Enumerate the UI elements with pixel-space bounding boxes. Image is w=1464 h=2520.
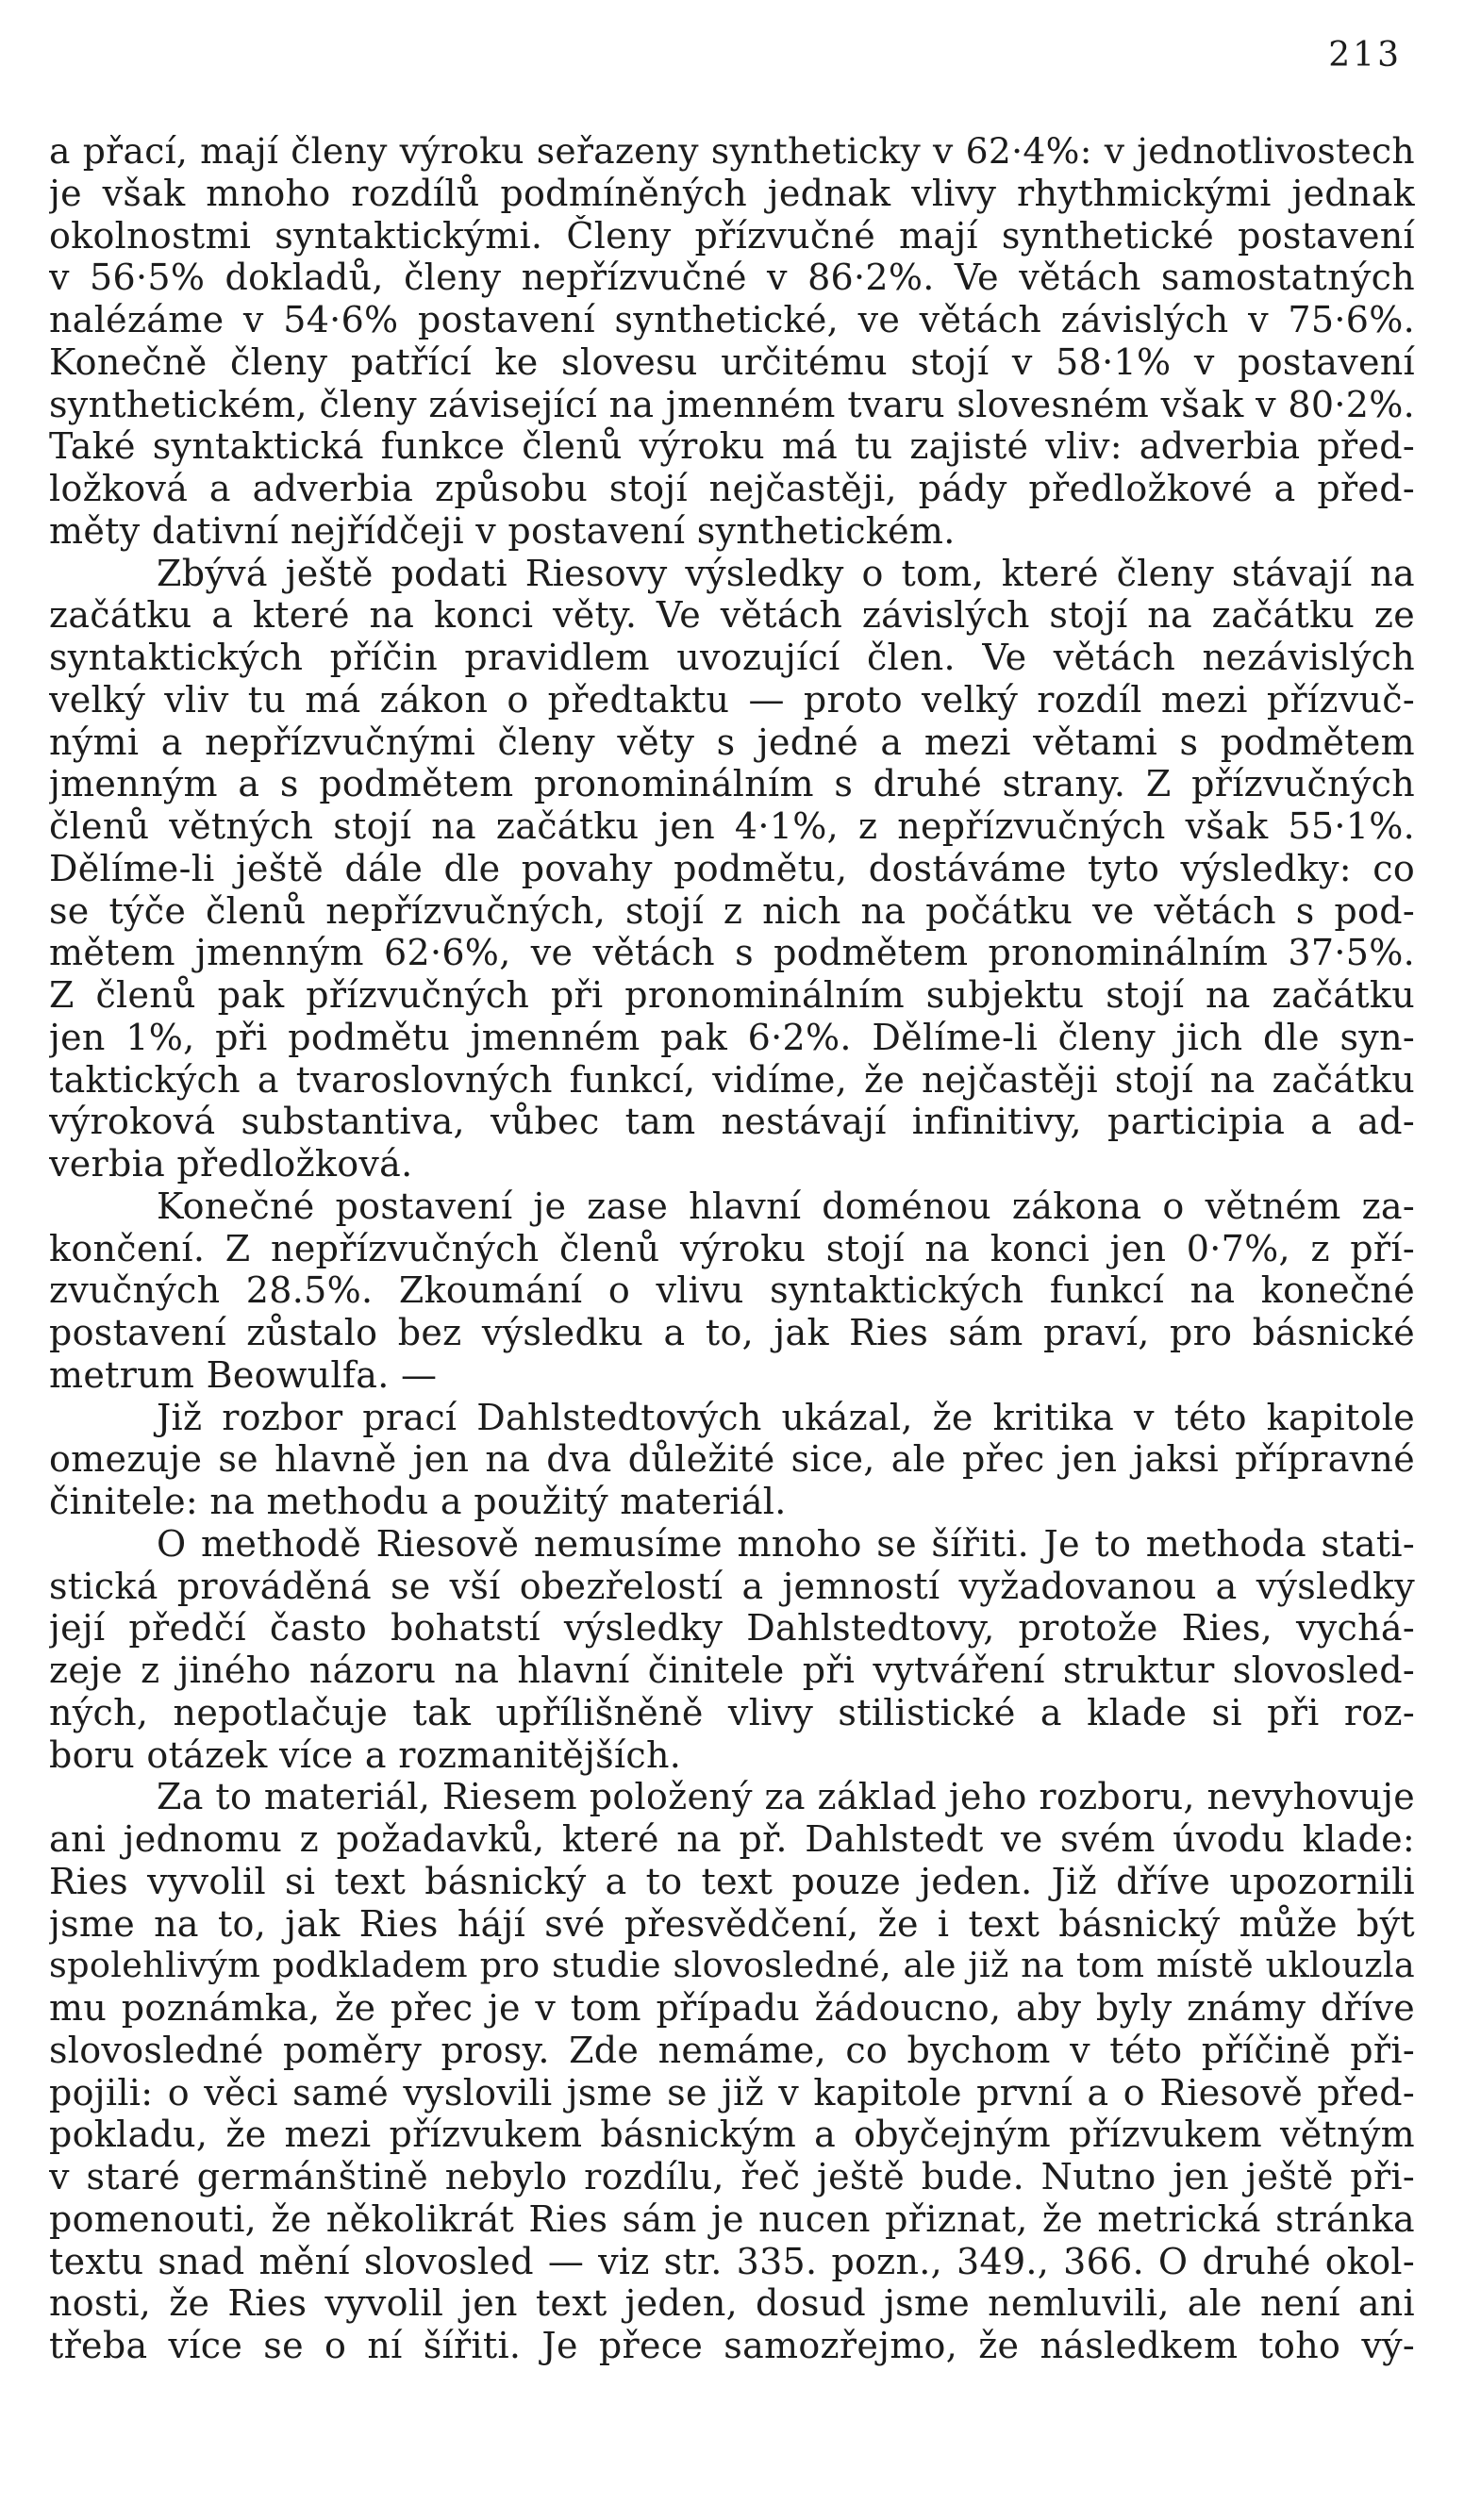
text-line: Zbývá ještě podati Riesovy výsledky o tom, které členy stávají na (157, 552, 1415, 594)
text-line: spolehlivým podkladem pro studie slovosledné, ale již na tom místě uklouzla (49, 1945, 1415, 1986)
text-line: boru otázek více a rozmanitějších. (49, 1733, 682, 1776)
text-line: nalézáme v 54·6% postavení synthetické, ve větách závislých v 75·6%. (49, 299, 1415, 340)
text-line: velký vliv tu má zákon o předtaktu — proto velký rozdíl mezi přízvuč- (49, 678, 1415, 721)
text-line: syntaktických příčin pravidlem uvozující člen. Ve větách nezávislých (49, 637, 1415, 678)
paragraph (49, 1397, 1415, 1523)
text-line: jen 1%, při podmětu jmenném pak 6·2%. Dělíme-li členy jich dle syn- (49, 1016, 1415, 1058)
text-line: třeba více se o ní šířiti. Je přece samozřejmo, že následkem toho vý- (49, 2325, 1415, 2366)
paragraph (49, 130, 1415, 553)
text-line: postavení zůstalo bez výsledku a to, jak Ries sám praví, pro básnické (49, 1312, 1415, 1353)
text-line: stická prováděná se vší obezřelostí a jemností vyžadovanou a výsledky (49, 1565, 1415, 1607)
text-line: jsme na to, jak Ries hájí své přesvědčení, že i text básnický může být (49, 1902, 1415, 1945)
paragraph (49, 553, 1415, 1185)
page-number: 213 (1328, 36, 1402, 75)
text-line: Konečné postavení je zase hlavní doménou zákona o větném za- (157, 1185, 1415, 1227)
text-line: verbia předložková. (49, 1143, 413, 1185)
text-line: ani jednomu z požadavků, které na př. Dahlstedt ve svém úvodu klade: (49, 1818, 1415, 1860)
paragraph (49, 1523, 1415, 1777)
text-line: v staré germánštině nebylo rozdílu, řeč ještě bude. Nutno jen ještě při- (49, 2156, 1415, 2197)
text-line: O methodě Riesově nemusíme mnoho se šířiti. Je to methoda stati- (157, 1522, 1415, 1565)
text-line: Konečně členy patřící ke slovesu určitému stojí v 58·1% v postavení (49, 340, 1415, 383)
text-line: výroková substantiva, vůbec tam nestávají infinitivy, participia a ad- (49, 1101, 1415, 1143)
text-line: Dělíme-li ještě dále dle povahy podmětu, dostáváme tyto výsledky: co (49, 847, 1415, 889)
text-line: jmenným a s podmětem pronominálním s druhé strany. Z přízvučných (49, 763, 1415, 805)
text-line: zvučných 28.5%. Zkoumání o vlivu syntaktických funkcí na konečné (49, 1269, 1415, 1312)
text-line: pokladu, že mezi přízvukem básnickým a obyčejným přízvukem větným (49, 2114, 1415, 2156)
text-line: je však mnoho rozdílů podmíněných jednak vlivy rhythmickými jednak (49, 172, 1415, 214)
text-line: Také syntaktická funkce členů výroku má tu zajisté vliv: adverbia před- (49, 425, 1415, 468)
text-line: Z členů pak přízvučných při pronominálním subjektu stojí na začátku (49, 974, 1415, 1016)
text-line: synthetickém, členy závisející na jmenném tvaru slovesném však v 80·2%. (49, 383, 1415, 425)
text-line: ných, nepotlačuje tak upřílišněně vlivy stilistické a klade si při roz- (49, 1691, 1415, 1733)
text-line: metrum Beowulfa. — (49, 1353, 438, 1396)
text-line: mětem jmenným 62·6%, ve větách s podmětem pronominálním 37·5%. (49, 932, 1415, 974)
text-line: nými a nepřízvučnými členy věty s jedné a mezi větami s podmětem (49, 721, 1415, 763)
body-text (49, 130, 1415, 2367)
text-line: omezuje se hlavně jen na dva důležité sice, ale přec jen jaksi přípravné (49, 1438, 1415, 1481)
text-line: textu snad mění slovosled — viz str. 335. pozn., 349., 366. O druhé okol- (49, 2240, 1415, 2282)
text-line: okolnostmi syntaktickými. Členy přízvučné mají synthetické postavení (49, 214, 1415, 257)
paragraph (49, 1776, 1415, 2367)
text-line: taktických a tvaroslovných funkcí, vidíme, že nejčastěji stojí na začátku (49, 1058, 1415, 1101)
text-line: zeje z jiného názoru na hlavní činitele při vytváření struktur slovosled- (49, 1650, 1415, 1691)
text-line: končení. Z nepřízvučných členů výroku stojí na konci jen 0·7%, z pří- (49, 1227, 1415, 1269)
text-line: ložková a adverbia způsobu stojí nejčastěji, pády předložkové a před- (49, 468, 1415, 509)
paragraph (49, 1185, 1415, 1397)
text-line: slovosledné poměry prosy. Zde nemáme, co bychom v této příčině při- (49, 2029, 1415, 2071)
text-line: pomenouti, že několikrát Ries sám je nucen přiznat, že metrická stránka (49, 2197, 1415, 2240)
text-line: činitele: na methodu a použitý materiál. (49, 1481, 787, 1522)
text-line: její předčí často bohatstí výsledky Dahlstedtovy, protože Ries, vychá- (49, 1607, 1415, 1650)
text-line: Již rozbor prací Dahlstedtových ukázal, že kritika v této kapitole (157, 1396, 1415, 1438)
text-line: začátku a které na konci věty. Ve větách závislých stojí na začátku ze (49, 594, 1415, 637)
text-line: pojili: o věci samé vyslovili jsme se již v kapitole první a o Riesově před- (49, 2071, 1415, 2114)
text-line: mu poznámka, že přec je v tom případu žádoucno, aby byly známy dříve (49, 1987, 1415, 2029)
text-line: v 56·5% dokladů, členy nepřízvučné v 86·2%. Ve větách samostatných (49, 257, 1415, 299)
text-line: a přací, mají členy výroku seřazeny syntheticky v 62·4%: v jednotlivostech (49, 130, 1415, 172)
text-line: členů větných stojí na začátku jen 4·1%, z nepřízvučných však 55·1%. (49, 805, 1415, 847)
text-line: Za to materiál, Riesem položený za základ jeho rozboru, nevyhovuje (157, 1776, 1415, 1818)
text-line: se týče členů nepřízvučných, stojí z nich na počátku ve větách s pod- (49, 889, 1415, 932)
text-line: měty dativní nejřídčeji v postavení synthetickém. (49, 509, 956, 552)
text-line: Ries vyvolil si text básnický a to text pouze jeden. Již dříve upozornili (49, 1860, 1415, 1902)
text-line: nosti, že Ries vyvolil jen text jeden, dosud jsme nemluvili, ale není ani (49, 2282, 1415, 2325)
